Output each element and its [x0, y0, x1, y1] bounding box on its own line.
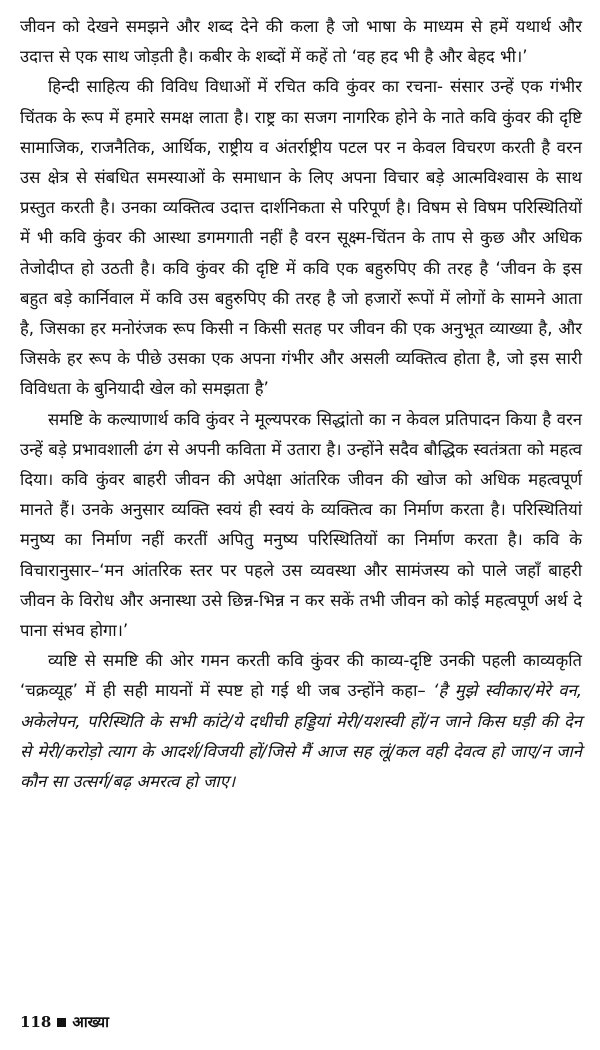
paragraph-3-line-5: मानते हैं। उनके अनुसार व्यक्ति स्वयं ही स्वयं के व्यक्तित्व का निर्माण: [20, 500, 444, 520]
paragraph-3-line-2: प्रतिपादन किया है वरन उन्हें बड़े प्रभावशाली ढंग से अपनी कविता में: [20, 409, 583, 459]
paragraph-3-line-6: करता है। परिस्थितियां मनुष्य का निर्माण नहीं करतीं अपितु मनुष्य: [20, 500, 583, 550]
paragraph-1-line-3: कहें तो ‘वह हद भी है और बेहद भी।’: [305, 47, 528, 67]
paragraph-2: [20, 72, 582, 404]
paragraph-2-line-8: डगमगाती नहीं है वरन सूक्ष्म-चिंतन के ताप से कुछ और अधिक तेजोदीप्त: [20, 228, 582, 278]
paragraph-2-line-4: आर्थिक, राष्ट्रीय व अंतर्राष्ट्रीय पटल पर न केवल विचरण करती है वरन: [161, 137, 582, 157]
poem-quote-line-2: कांटे/ये दधीची हड्डियां मेरी/यशस्वी हों/न जाने किस घड़ी की देन से: [20, 711, 582, 761]
paragraph-3-line-7: परिस्थितियों का निर्माण करता है। कवि के विचारानुसार–‘मन आंतरिक: [20, 530, 582, 580]
paragraph-4: [20, 646, 582, 797]
paragraph-2-line-14: इस सारी विविधता के बुनियादी खेल को समझता है’: [20, 349, 583, 399]
square-bullet-icon: [57, 1018, 66, 1027]
paragraph-3: [20, 405, 582, 647]
journal-name: आख्या: [72, 1013, 110, 1031]
paragraph-2-line-10: ‘जीवन के इस बहुत बड़े कार्निवाल में कवि उस बहुरुपिए की तरह है जो: [20, 258, 582, 308]
paragraph-1: [20, 12, 582, 72]
paragraph-3-line-10: कोई महत्वपूर्ण अर्थ दे पाना संभव होगा।’: [20, 590, 583, 641]
page-number: 118: [20, 1013, 52, 1031]
paragraph-2-line-5: उस क्षेत्र से संबधित समस्याओं के समाधान के लिए अपना विचार बड़े: [20, 168, 445, 188]
paragraph-1-line-2: से हमें यथार्थ और उदात्त से एक साथ जोड़ती है। कबीर के शब्दों में: [20, 17, 582, 67]
paragraph-4-intro: जब उन्होंने कहा–: [318, 681, 426, 701]
paragraph-2-line-3: सजग नागरिक होने के नाते कवि कुंवर की दृष्टि सामाजिक, राजनैतिक,: [20, 107, 582, 157]
paragraph-2-line-6: आत्मविश्वास के साथ प्रस्तुत करती है। उनका व्यक्तित्व उदात्त दार्शनिकता: [20, 168, 582, 218]
paragraph-2-line-9: हो उठती है। कवि कुंवर की दृष्टि में कवि एक बहुरुपिए की तरह है: [80, 258, 489, 278]
paragraph-4-line-2: उनकी पहली काव्यकृति ‘चक्रव्यूह’ में ही सही मायनों में स्पष्ट हो गई थी: [20, 651, 582, 701]
paragraph-3-line-3: उतारा है। उन्होंने सदैव बौद्धिक स्वतंत्रता को महत्व दिया। कवि कुंवर: [20, 439, 582, 490]
poem-quote-line-3: मेरी/करोड़ो त्याग के आदर्श/विजयी हों/जिसे मैं आज सह लूं/कल वही: [37, 741, 447, 761]
paragraph-2-line-12: न किसी सतह पर जीवन की एक अनुभूत व्याख्या है, और जिसके हर: [20, 319, 582, 369]
paragraph-4-line-1: व्यष्टि से समष्टि की ओर गमन करती कवि कुंवर की काव्य-दृष्टि: [48, 651, 433, 671]
paragraph-3-line-4: बाहरी जीवन की अपेक्षा आंतरिक जीवन की खोज को अधिक महत्वपूर्ण: [132, 470, 582, 490]
poem-quote-line-1: ‘है मुझे स्वीकार/मेरे वन, अकेलेपन, परिस्थिति के सभी: [20, 681, 582, 731]
paragraph-3-line-1: समष्टि के कल्याणार्थ कवि कुंवर ने मूल्यपरक सिद्धांतो का न केवल: [48, 409, 440, 429]
paragraph-2-line-11: हजारों रूपों में लोगों के सामने आता है, जिसका हर मनोरंजक रूप किसी: [20, 288, 582, 339]
paragraph-3-line-8: स्तर पर पहले उस व्यवस्था और सामंजस्य को पाले जहाँ बाहरी जीवन: [20, 560, 582, 610]
page-footer: [20, 1012, 109, 1032]
paragraph-2-line-1: हिन्दी साहित्य की विविध विधाओं में रचित कवि कुंवर का रचना-: [48, 77, 444, 97]
paragraph-1-line-1: जीवन को देखने समझने और शब्द देने की कला है जो भाषा के माध्यम: [20, 17, 464, 36]
paragraph-2-line-2: संसार उन्हें एक गंभीर चिंतक के रूप में हमारे समक्ष लाता है। राष्ट्र का: [20, 77, 582, 127]
paragraph-2-line-13: रूप के पीछे उसका एक अपना गंभीर और असली व्यक्तित्व होता है, जो: [88, 349, 524, 369]
poem-quote-line-4: देवत्व हो जाए/न जाने कौन सा उत्सर्ग/बढ़ अमरत्व हो जाए।: [20, 741, 583, 792]
paragraph-3-line-9: के विरोध और अनास्था उसे छिन्न-भिन्न न कर सकें तभी जीवन को: [60, 590, 449, 610]
paragraph-2-line-7: से परिपूर्ण है। विषम से विषम परिस्थितियों में भी कवि कुंवर की आस्था: [20, 198, 583, 248]
